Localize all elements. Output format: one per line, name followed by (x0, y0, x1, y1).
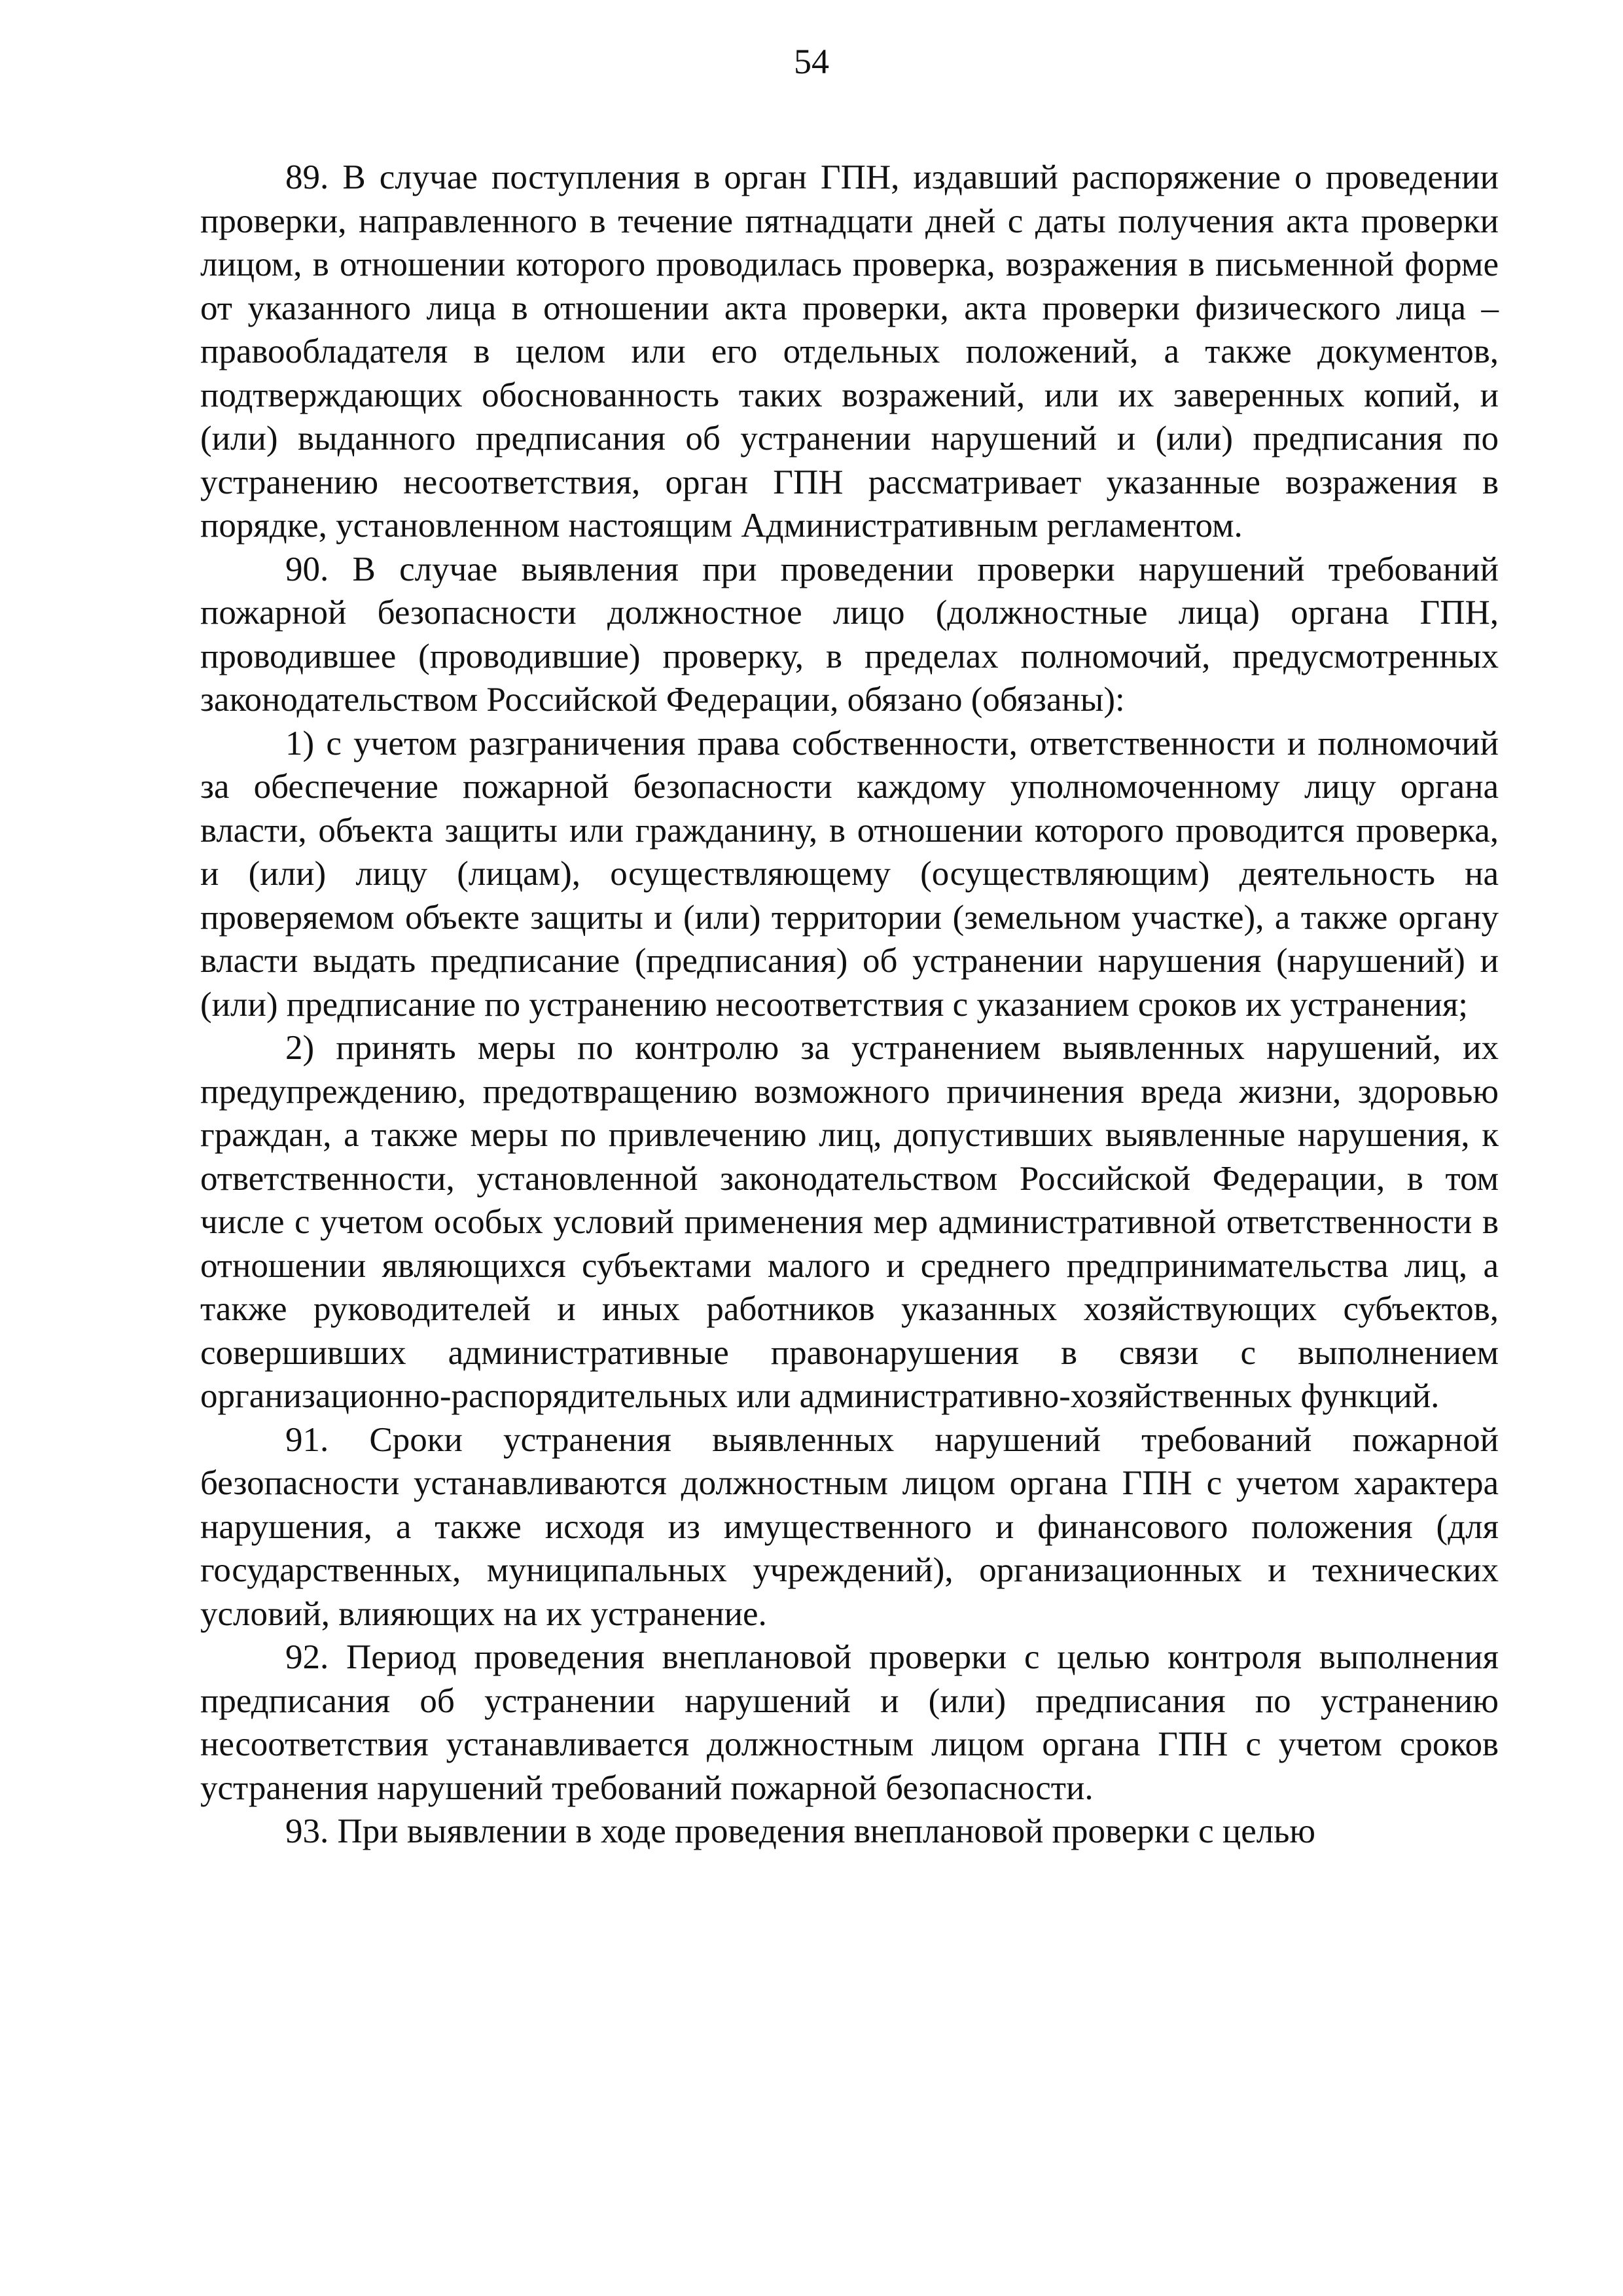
document-body (200, 156, 1499, 1854)
paragraph-93: 93. При выявлении в ходе проведения внеплановой проверки с целью (285, 1812, 1315, 1850)
page-number: 54 (794, 42, 829, 81)
paragraph-89: 89. В случае поступления в орган ГПН, издавший распоряжение о проведении проверки, направленного в течение пятнадцати дней с даты получения акта проверки лицом, в отношении которого проводилась проверка, возражения в письменной форме от указанного лица в отношении акта проверки, акта проверки физического лица – правообладателя в целом или его отдельных положений, а также документов, подтверждающих обоснованность таких возражений, или их заверенных копий, и (или) выданного предписания об устранении нарушений и (или) предписания по устранению несоответствия, орган ГПН рассматривает указанные возражения в порядке, установленном настоящим Административным регламентом. (200, 158, 1499, 545)
paragraph-91: 91. Сроки устранения выявленных нарушений требований пожарной безопасности устанавливаются должностным лицом органа ГПН с учетом характера нарушения, а также исходя из имущественного и финансового положения (для государственных, муниципальных учреждений), организационных и технических условий, влияющих на их устранение. (200, 1420, 1499, 1633)
paragraph-90: 90. В случае выявления при проведении проверки нарушений требований пожарной безопасности должностное лицо (должностные лица) органа ГПН, проводившее (проводившие) проверку, в пределах полномочий, предусмотренных законодательством Российской Федерации, обязано (обязаны): (200, 550, 1499, 719)
paragraph-90-item-2: 2) принять меры по контролю за устранением выявленных нарушений, их предупреждению, предотвращению возможного причинения вреда жизни, здоровью граждан, а также меры по привлечению лиц, допустивших выявленные нарушения, к ответственности, установленной законодательством Российской Федерации, в том числе с учетом особых условий применения мер административной ответственности в отношении являющихся субъектами малого и среднего предпринимательства лиц, а также руководителей и иных работников указанных хозяйствующих субъектов, совершивших административные правонарушения в связи с выполнением организационно-распорядительных или административно-хозяйственных функций. (200, 1029, 1499, 1415)
paragraph-92: 92. Период проведения внеплановой проверки с целью контроля выполнения предписания об устранении нарушений и (или) предписания по устранению несоответствия устанавливается должностным лицом органа ГПН с учетом сроков устранения нарушений требований пожарной безопасности. (200, 1638, 1499, 1807)
paragraph-90-item-1: 1) с учетом разграничения права собственности, ответственности и полномочий за обеспечение пожарной безопасности каждому уполномоченному лицу органа власти, объекта защиты или гражданину, в отношении которого проводится проверка, и (или) лицу (лицам), осуществляющему (осуществляющим) деятельность на проверяемом объекте защиты и (или) территории (земельном участке), а также органу власти выдать предписание (предписания) об устранении нарушения (нарушений) и (или) предписание по устранению несоответствия с указанием сроков их устранения; (200, 724, 1499, 1024)
